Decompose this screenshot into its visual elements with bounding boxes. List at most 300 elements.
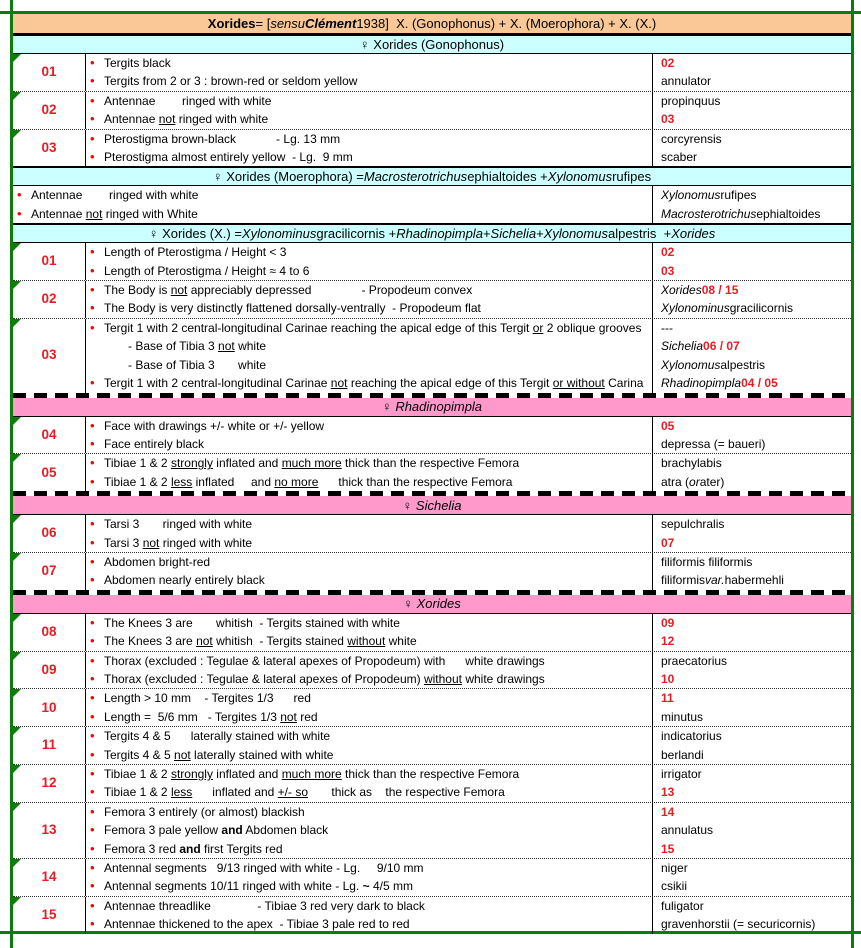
bullet-icon: • — [90, 572, 95, 588]
text-segment: annulator — [661, 74, 712, 89]
result-line — [661, 652, 849, 670]
criteria-line — [90, 356, 650, 374]
key-row-03 — [13, 129, 851, 167]
criteria-line — [90, 374, 650, 392]
text-segment: Xylonominus — [241, 226, 317, 242]
criteria-text — [104, 765, 519, 783]
result-line — [661, 821, 849, 839]
bullet-spacer — [90, 356, 104, 374]
text-segment: atra ( — [661, 474, 690, 489]
criteria-text — [104, 746, 333, 764]
text-segment: white drawings — [462, 671, 545, 686]
bullet-icon: • — [90, 435, 95, 451]
criteria-text — [104, 897, 425, 915]
row-number-cell — [13, 92, 86, 129]
text-segment: Length > 10 mm - Tergites 1/3 red — [104, 691, 311, 706]
row-number: 15 — [41, 907, 57, 923]
text-segment: Length = 5/6 mm - Tergites 1/3 — [104, 709, 281, 724]
text-segment: - Base of Tibia 3 — [128, 339, 219, 354]
corner-marker-icon — [13, 727, 21, 735]
text-segment: ephialtoides — [756, 206, 821, 221]
text-segment: ringed with white — [175, 112, 269, 127]
text-segment: not — [170, 283, 188, 298]
corner-marker-icon — [13, 319, 21, 327]
criteria-text — [104, 708, 318, 726]
text-segment: Antennae thickened to the apex - Tibiae 3 pale red to red — [104, 917, 410, 932]
criteria-text — [104, 840, 283, 858]
section-header-xorides — [13, 595, 851, 614]
key-row-15 — [13, 896, 851, 934]
row-number: 09 — [41, 661, 57, 677]
row-number-cell — [13, 897, 86, 934]
criteria-text — [104, 299, 481, 317]
bullet-icon: • — [90, 149, 95, 165]
result-line — [661, 205, 849, 223]
row-result-cell — [652, 859, 851, 896]
criteria-line — [90, 130, 650, 148]
text-segment: depressa (= baueri) — [661, 436, 766, 451]
key-row-03 — [13, 318, 851, 393]
row-number: 03 — [41, 347, 57, 363]
corner-marker-icon — [13, 417, 21, 425]
text-segment: Xylonominus — [661, 301, 730, 316]
text-segment: Thorax (excluded : Tegulae & lateral apexes of Propodeum) — [104, 671, 424, 686]
row-result-cell — [652, 281, 851, 318]
criteria-line — [90, 859, 650, 877]
text-segment: first Tergits red — [200, 841, 283, 856]
row-result-cell — [652, 186, 851, 223]
text-segment: minutus — [661, 709, 704, 724]
text-segment: Tibiae 1 & 2 — [104, 785, 171, 800]
row-result-cell — [652, 765, 851, 802]
row-number-cell — [13, 614, 86, 651]
text-segment: Tibiae 1 & 2 — [104, 474, 171, 489]
row-number-cell — [13, 689, 86, 726]
result-line — [661, 72, 849, 90]
criteria-line — [90, 670, 650, 688]
criteria-text — [104, 435, 204, 453]
bullet-icon: • — [90, 897, 95, 913]
criteria-text — [31, 205, 198, 223]
text-segment: Xorides — [671, 226, 716, 242]
criteria-text — [104, 374, 643, 392]
row-criteria-cell — [86, 454, 652, 491]
text-segment: Tergits black — [104, 56, 171, 70]
row-number: 11 — [41, 737, 57, 753]
bullet-icon: • — [90, 244, 95, 260]
text-segment: Antennae — [31, 206, 86, 221]
bullet-icon: • — [90, 784, 95, 800]
text-segment: inflated and — [212, 456, 282, 471]
bullet-spacer — [90, 337, 104, 355]
bullet-icon: • — [90, 55, 95, 70]
text-segment: thick than the respective Femora — [341, 767, 520, 781]
criteria-text — [104, 534, 252, 552]
key-row-09 — [13, 651, 851, 689]
criteria-line — [90, 319, 650, 337]
row-number: 04 — [41, 426, 57, 442]
criteria-text — [104, 337, 266, 355]
text-segment: Tergits 4 & 5 — [104, 747, 175, 762]
criteria-line — [90, 614, 650, 632]
text-segment: Antennae — [104, 112, 159, 127]
criteria-line — [90, 877, 650, 895]
criteria-line — [90, 534, 650, 552]
text-segment: appreciably depressed - Propodeum convex — [187, 283, 473, 298]
row-number-cell — [13, 281, 86, 318]
text-segment: 1938] X. (Gonophonus) + X. (Moerophora) + X. (X.) — [356, 16, 657, 31]
text-segment: rufipes — [612, 169, 652, 185]
text-segment: Sichelia — [661, 339, 704, 354]
text-segment: 10 — [661, 671, 675, 686]
result-line — [661, 515, 849, 533]
text-segment: thick than the respective Femora — [341, 456, 520, 471]
criteria-text — [104, 110, 268, 128]
bullet-icon: • — [90, 516, 95, 532]
criteria-text — [104, 727, 330, 745]
criteria-text — [104, 915, 410, 933]
row-number-cell — [13, 243, 86, 280]
bullet-icon: • — [90, 455, 95, 471]
text-segment: 13 — [661, 785, 675, 800]
result-line — [661, 299, 849, 317]
criteria-line — [90, 243, 650, 261]
result-line — [661, 435, 849, 453]
text-segment: Abdomen black — [242, 823, 329, 838]
result-line — [661, 281, 849, 299]
section-header-x — [13, 223, 851, 243]
row-result-cell — [652, 454, 851, 491]
row-number: 07 — [41, 563, 57, 579]
text-segment: ♀ Xorides — [403, 596, 461, 612]
text-segment: scaber — [661, 150, 698, 165]
criteria-line — [90, 727, 650, 745]
text-segment: inflated and — [212, 767, 282, 781]
criteria-line — [90, 571, 650, 589]
corner-marker-icon — [13, 281, 21, 289]
bullet-icon: • — [90, 130, 95, 146]
row-number: 08 — [41, 623, 57, 639]
text-segment: Carina — [604, 376, 644, 391]
corner-marker-icon — [13, 92, 21, 100]
text-segment: 4/5 mm — [369, 879, 413, 894]
text-segment: not — [85, 206, 103, 221]
row-criteria-cell — [86, 130, 652, 167]
bullet-icon: • — [90, 916, 95, 932]
text-segment: indicatorius — [661, 729, 722, 744]
criteria-text — [104, 670, 545, 688]
criteria-line — [90, 840, 650, 858]
text-segment: reaching the apical edge of this Tergit — [347, 376, 553, 391]
row-criteria-cell — [86, 243, 652, 280]
text-segment: ♀ Xorides (Gonophonus) — [359, 37, 505, 52]
row-criteria-cell — [86, 553, 652, 590]
criteria-text — [104, 243, 286, 261]
criteria-line — [90, 689, 650, 707]
criteria-text — [104, 72, 357, 90]
bullet-icon: • — [90, 670, 95, 686]
result-line — [661, 110, 849, 128]
text-segment: sepulchralis — [661, 517, 725, 532]
text-segment: 14 — [661, 804, 675, 819]
text-segment: berlandi — [661, 747, 704, 762]
criteria-line — [90, 821, 650, 839]
text-segment: alpestris + — [607, 226, 672, 242]
bullet-icon: • — [17, 205, 22, 221]
bullet-icon: • — [90, 282, 95, 298]
row-number: 10 — [41, 699, 57, 715]
result-line — [661, 897, 849, 915]
criteria-line — [90, 337, 650, 355]
criteria-text — [104, 148, 353, 166]
corner-marker-icon — [13, 614, 21, 622]
row-result-cell — [652, 652, 851, 689]
corner-marker-icon — [13, 515, 21, 523]
text-segment: without — [347, 634, 386, 649]
row-result-cell — [652, 553, 851, 590]
section-header-moerophora — [13, 166, 851, 186]
text-segment: brachylabis — [661, 456, 722, 471]
key-row-10 — [13, 688, 851, 726]
row-number: 03 — [41, 139, 57, 155]
text-segment: without — [423, 671, 462, 686]
criteria-text — [104, 54, 171, 72]
corner-marker-icon — [13, 652, 21, 660]
row-number-cell — [13, 130, 86, 167]
text-segment: = [ — [255, 16, 271, 31]
row-number-cell — [13, 652, 86, 689]
bullet-icon: • — [90, 766, 95, 781]
criteria-line — [90, 746, 650, 764]
text-segment: 05 — [661, 418, 675, 433]
text-segment: Femora 3 entirely (or almost) blackish — [104, 804, 305, 819]
criteria-line — [90, 632, 650, 650]
criteria-line — [90, 783, 650, 801]
text-segment: Xylonomus — [661, 357, 721, 372]
text-segment: csikii — [661, 879, 687, 894]
text-segment: Thorax (excluded : Tegulae & lateral apexes of Propodeum) with white drawings — [104, 653, 545, 668]
text-segment: or — [689, 474, 700, 489]
criteria-text — [104, 356, 266, 374]
key-table — [13, 14, 851, 934]
bullet-icon: • — [90, 614, 95, 630]
result-line — [661, 243, 849, 261]
text-segment: ringed with white — [159, 535, 253, 550]
row-number-cell — [13, 553, 86, 590]
text-segment: propinquus — [661, 93, 721, 108]
criteria-line — [90, 110, 650, 128]
bullet-icon: • — [17, 187, 22, 203]
row-number: 05 — [41, 464, 57, 480]
row-number: 02 — [41, 102, 57, 118]
text-segment: var. — [705, 573, 725, 588]
key-row-13 — [13, 802, 851, 858]
text-segment: not — [142, 535, 160, 550]
text-segment: not — [174, 747, 191, 762]
text-segment: Abdomen nearly entirely black — [104, 573, 265, 588]
result-line — [661, 130, 849, 148]
text-segment: 04 / 05 — [741, 376, 778, 391]
row-number-cell — [13, 515, 86, 552]
text-segment: ♀ Xorides (X.) = — [148, 226, 242, 242]
criteria-line — [90, 515, 650, 533]
text-segment: ~ — [362, 879, 370, 894]
text-segment: 2 oblique grooves — [543, 320, 642, 335]
text-segment: inflated and — [192, 785, 278, 800]
text-segment: 12 — [661, 634, 675, 649]
row-criteria-cell — [86, 689, 652, 726]
row-criteria-cell — [86, 614, 652, 651]
criteria-text — [104, 783, 505, 801]
result-line — [661, 859, 849, 877]
text-segment: 15 — [661, 841, 675, 856]
result-line — [661, 915, 849, 933]
text-segment: 07 — [661, 535, 675, 550]
text-segment: Antennae ringed with white — [31, 188, 199, 203]
text-segment: not — [280, 709, 297, 724]
text-segment: strongly — [170, 767, 213, 781]
row-result-cell — [652, 614, 851, 651]
bullet-icon: • — [90, 92, 95, 108]
result-line — [661, 708, 849, 726]
text-segment: 03 — [661, 112, 675, 127]
bullet-icon: • — [90, 652, 95, 668]
text-segment: + — [536, 226, 544, 242]
text-segment: 09 — [661, 615, 675, 630]
text-segment: no more — [274, 474, 319, 489]
text-segment: Femora 3 red — [104, 841, 180, 856]
row-number-cell — [13, 54, 86, 91]
criteria-text — [104, 652, 545, 670]
criteria-line — [90, 281, 650, 299]
bullet-icon: • — [90, 73, 95, 89]
bullet-icon: • — [90, 553, 95, 569]
row-criteria-cell — [86, 765, 652, 802]
key-row-11 — [13, 726, 851, 764]
corner-marker-icon — [13, 689, 21, 697]
criteria-text — [104, 130, 340, 148]
criteria-text — [104, 92, 271, 110]
text-segment: The Knees 3 are whitish - Tergits stained with white — [104, 615, 400, 630]
result-line — [661, 417, 849, 435]
criteria-text — [104, 803, 305, 821]
text-segment: ephialtoides + — [467, 169, 548, 185]
bullet-icon: • — [90, 633, 95, 649]
row-number: 01 — [41, 253, 57, 269]
section-header-rhadinopimpla — [13, 398, 851, 417]
text-segment: rufipes — [720, 188, 757, 203]
criteria-line — [90, 473, 650, 491]
text-segment: or — [532, 320, 544, 335]
criteria-text — [104, 515, 252, 533]
text-segment: Tergit 1 with 2 central-longitudinal Carinae reaching the apical edge of this Tergit — [104, 320, 533, 335]
row-result-cell — [652, 243, 851, 280]
result-line — [661, 374, 849, 392]
text-segment: not — [218, 339, 235, 354]
criteria-line — [90, 803, 650, 821]
text-segment: ♀ Rhadinopimpla — [381, 399, 483, 414]
row-number-cell — [13, 727, 86, 764]
text-segment: Tergit 1 with 2 central-longitudinal Carinae — [104, 376, 331, 391]
result-line — [661, 148, 849, 166]
bullet-icon: • — [90, 262, 95, 278]
criteria-text — [104, 417, 324, 435]
corner-marker-icon — [13, 553, 21, 561]
bullet-icon: • — [90, 534, 95, 550]
row-number-cell — [13, 803, 86, 858]
bullet-icon: • — [90, 300, 95, 316]
result-line — [661, 534, 849, 552]
text-segment: Length of Pterostigma / Height ≈ 4 to 6 — [104, 263, 310, 278]
criteria-text — [104, 281, 472, 299]
row-number: 06 — [41, 525, 57, 541]
key-row-01 — [13, 54, 851, 91]
text-segment: Xylonomus — [543, 226, 608, 242]
text-segment: The Body is very distinctly flattened dorsally-ventrally - Propodeum flat — [104, 301, 481, 316]
text-segment: or without — [552, 376, 605, 391]
text-segment: Pterostigma brown-black - Lg. 13 mm — [104, 131, 341, 146]
result-line — [661, 803, 849, 821]
result-line — [661, 92, 849, 110]
row-criteria-cell — [86, 803, 652, 858]
text-segment: not — [158, 112, 176, 127]
corner-marker-icon — [13, 454, 21, 462]
criteria-line — [90, 299, 650, 317]
text-segment: not — [330, 376, 348, 391]
text-segment: Tergits 4 & 5 laterally stained with white — [104, 729, 331, 744]
text-segment: Tarsi 3 ringed with white — [104, 517, 253, 532]
row-criteria-cell — [86, 54, 652, 91]
criteria-line — [90, 915, 650, 933]
corner-marker-icon — [13, 54, 21, 62]
bullet-icon: • — [90, 473, 95, 489]
page-border-right — [851, 0, 854, 948]
text-segment: thick than the respective Femora — [318, 474, 513, 489]
bullet-icon: • — [90, 822, 95, 838]
row-number-cell — [13, 454, 86, 491]
text-segment: Face entirely black — [104, 436, 205, 451]
text-segment: praecatorius — [661, 653, 728, 668]
text-segment: Macrosterotrichus — [661, 206, 757, 221]
text-segment: Abdomen bright-red — [104, 554, 211, 569]
criteria-line — [90, 435, 650, 453]
text-segment: and — [221, 823, 243, 838]
corner-marker-icon — [13, 765, 21, 773]
text-segment: 06 / 07 — [703, 339, 740, 354]
criteria-line — [90, 897, 650, 915]
text-segment: + — [482, 226, 491, 242]
text-segment: 03 — [661, 263, 675, 278]
text-segment: Macrosterotrichus — [363, 169, 468, 185]
criteria-text — [104, 454, 519, 472]
row-number: 01 — [41, 64, 57, 80]
bullet-icon: • — [90, 746, 95, 762]
text-segment: much more — [281, 456, 342, 471]
text-segment: 02 — [661, 245, 675, 260]
bullet-icon: • — [90, 803, 95, 819]
bullet-icon: • — [90, 690, 95, 706]
key-row-04 — [13, 417, 851, 454]
row-number: 13 — [41, 822, 57, 838]
text-segment: ringed with White — [102, 206, 198, 221]
corner-marker-icon — [13, 243, 21, 251]
text-segment: strongly — [170, 456, 213, 471]
bullet-icon: • — [90, 860, 95, 876]
criteria-line — [90, 708, 650, 726]
result-line — [661, 553, 849, 571]
result-line — [661, 614, 849, 632]
row-result-cell — [652, 92, 851, 129]
